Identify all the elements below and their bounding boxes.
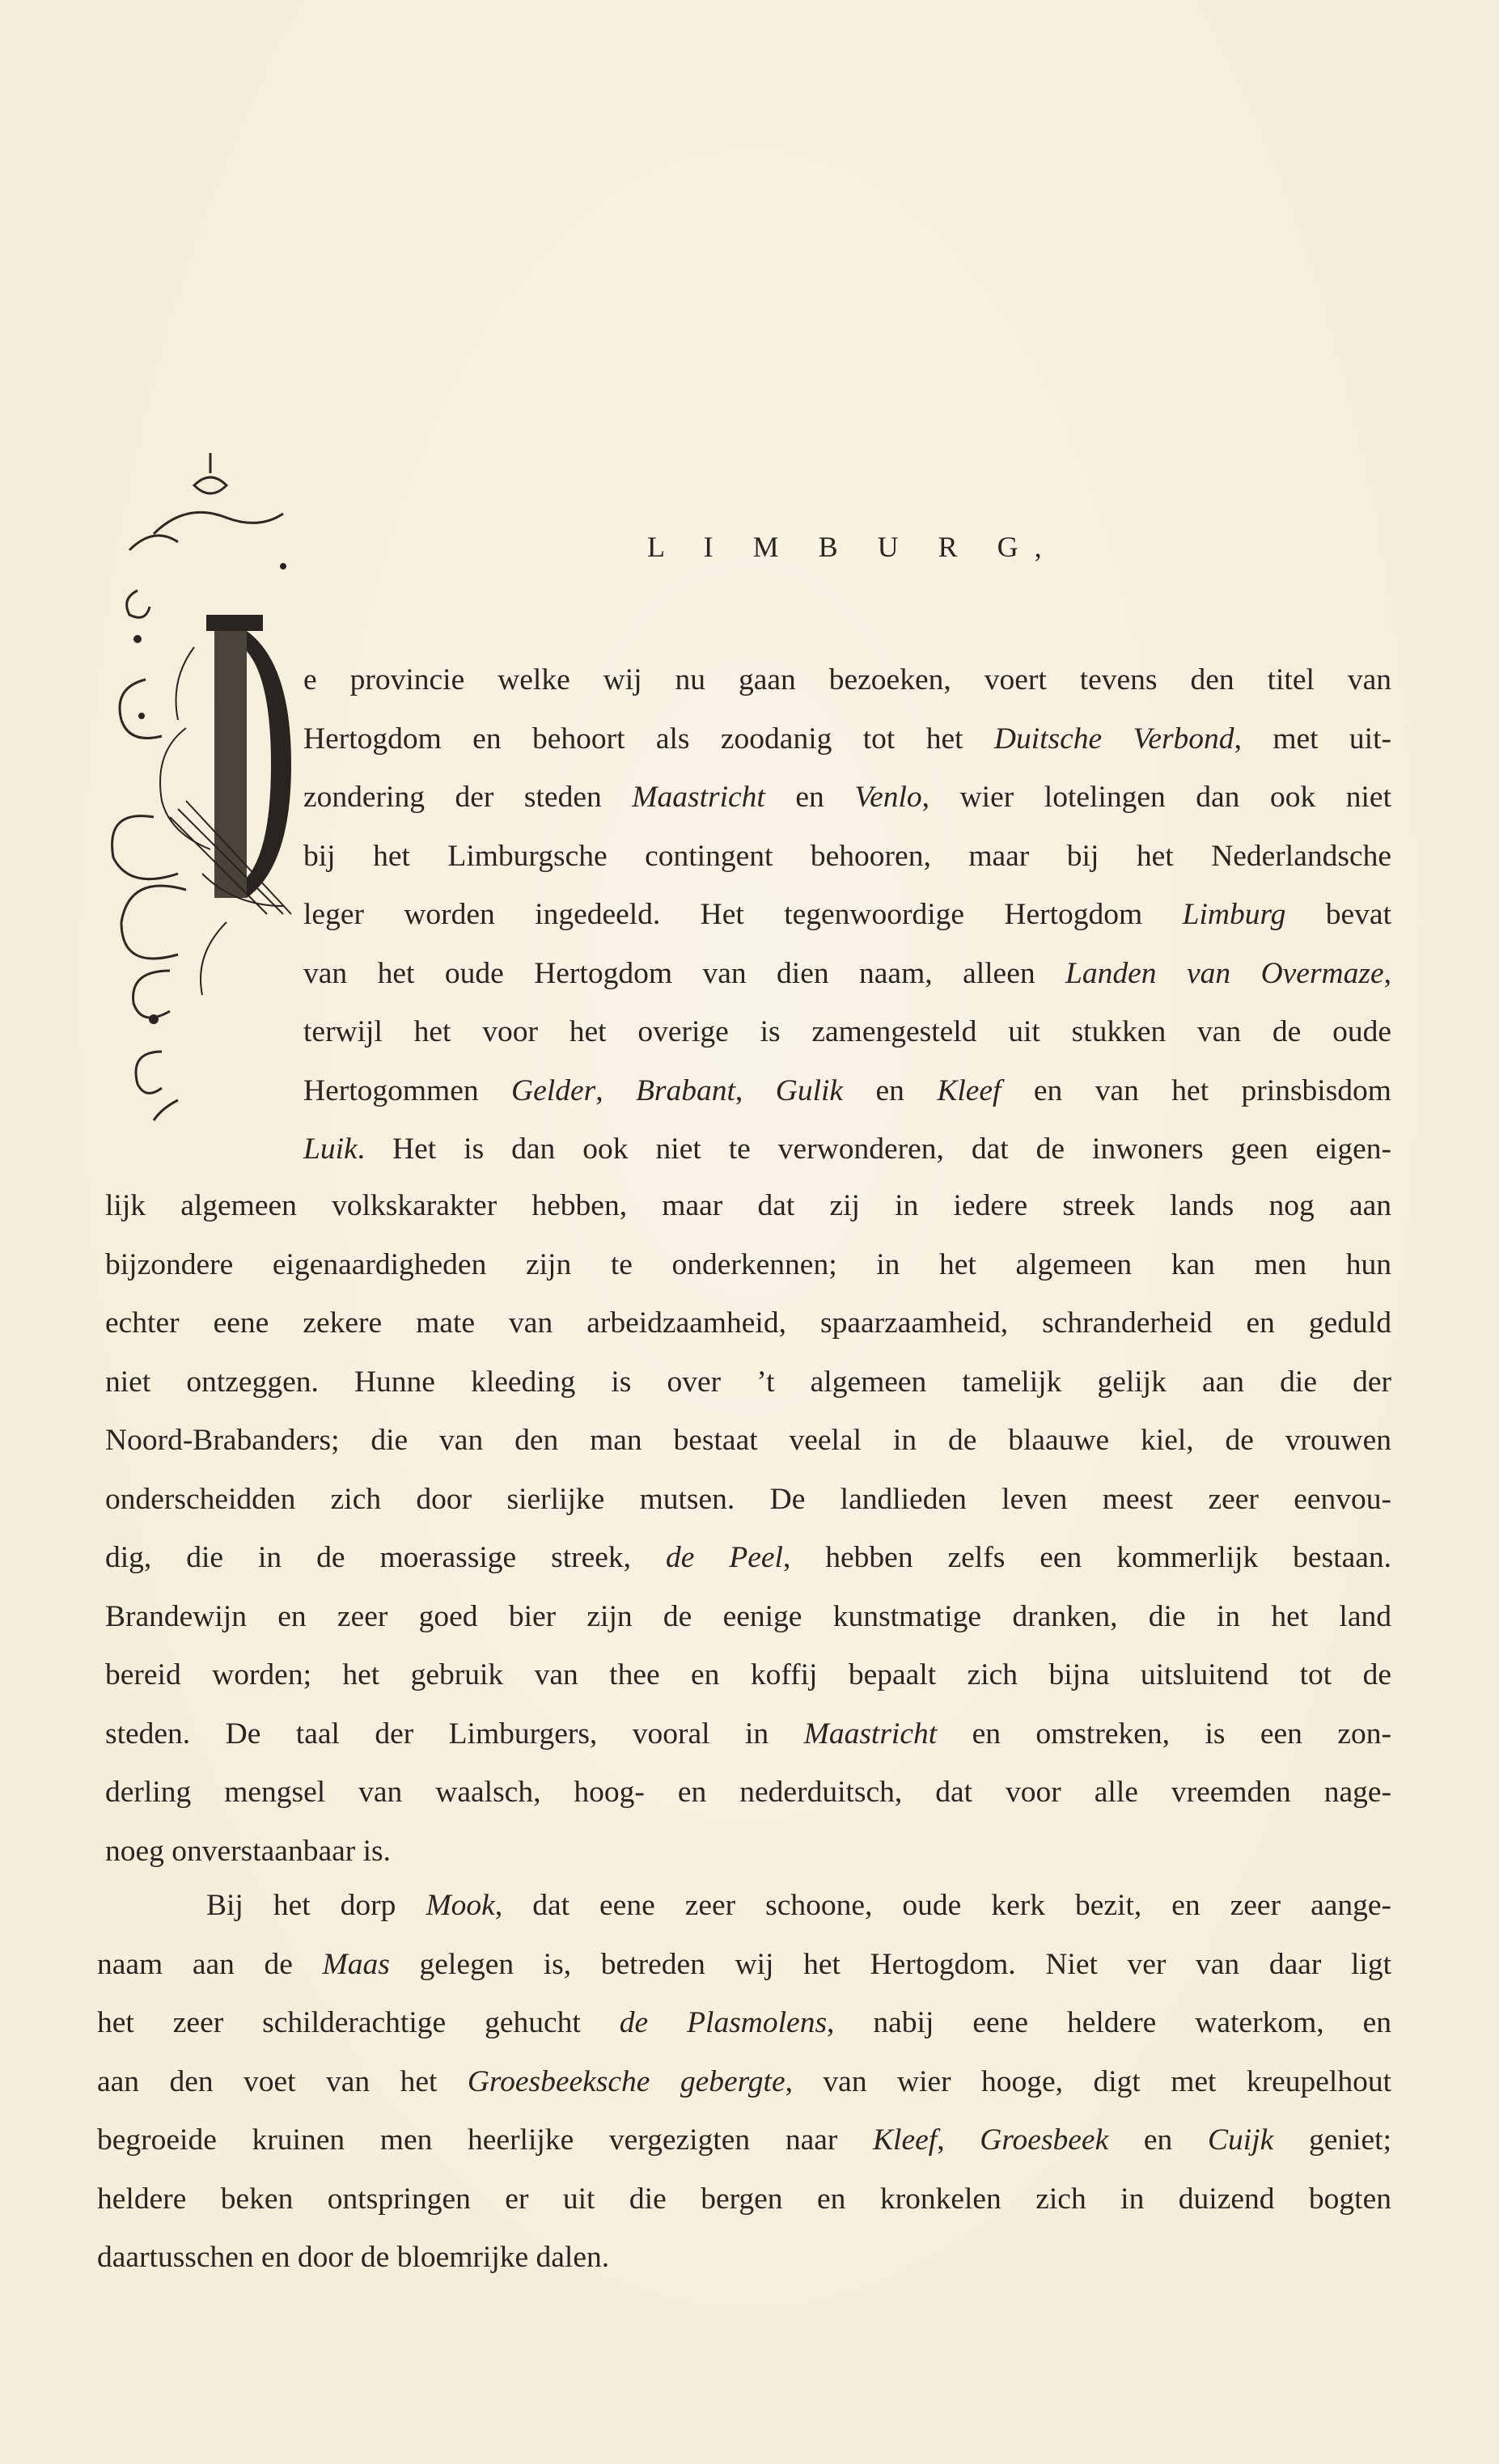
italic-text: Groesbeeksche gebergte (467, 2064, 785, 2098)
italic-text: Cuijk (1208, 2123, 1274, 2157)
text-segment: en (1108, 2123, 1209, 2157)
text-line (97, 2111, 1391, 2170)
italic-text: Groesbeek (980, 2123, 1109, 2157)
text-segment: bijzondere eigenaardigheden zijn te onderkennen; in het algemeen kan men hun (105, 1247, 1391, 1281)
text-line (303, 768, 1391, 828)
italic-text: Duitsche Verbond (993, 722, 1234, 756)
text-segment: , wier lotelingen dan ook niet (921, 781, 1391, 814)
italic-text: Maastricht (803, 1717, 938, 1751)
text-line (97, 2053, 1391, 2112)
text-line (97, 1994, 1391, 2053)
text-segment: onderscheidden zich door sierlijke mutsen. De landlieden leven meest zeer eenvou- (105, 1482, 1391, 1516)
text-segment: , met uit- (1234, 722, 1391, 756)
italic-text: de Peel (665, 1541, 783, 1574)
text-segment: , van wier hooge, digt met kreupelhout (785, 2064, 1391, 2098)
italic-text: Venlo (854, 781, 922, 814)
text-segment: en van het prinsbisdom (1001, 1073, 1391, 1107)
text-line (105, 1412, 1391, 1471)
decorated-initial-d-icon (105, 437, 315, 1124)
text-line (303, 1120, 1391, 1179)
text-line (105, 1353, 1391, 1412)
text-line (303, 1062, 1391, 1121)
text-line (105, 1471, 1391, 1530)
paragraph-2 (97, 1877, 1391, 2288)
text-line (105, 1177, 1391, 1236)
text-line (97, 1936, 1391, 1995)
text-line (105, 1705, 1391, 1764)
text-segment: , nabij eene heldere waterkom, en (827, 2006, 1391, 2039)
text-line (105, 1294, 1391, 1353)
text-segment: Brandewijn en zeer goed bier zijn de eenige kunstmatige dranken, die in het land (105, 1599, 1391, 1633)
text-segment: terwijl het voor het overige is zamengesteld uit stukken van de oude (303, 1015, 1391, 1048)
text-segment: bij het Limburgsche contingent behooren, maar bij het Nederlandsche (303, 839, 1391, 873)
text-segment: van het oude Hertogdom van dien naam, alleen (303, 956, 1066, 990)
text-segment: echter eene zekere mate van arbeidzaamheid, spaarzaamheid, schranderheid en geduld (105, 1306, 1391, 1340)
text-segment: steden. De taal der Limburgers, vooral in (105, 1717, 804, 1751)
italic-text: Kleef (937, 1073, 1001, 1107)
text-line (105, 1588, 1391, 1647)
italic-text: Kleef (873, 2123, 938, 2157)
text-segment: , hebben zelfs een kommerlijk bestaan. (782, 1541, 1391, 1574)
text-segment: geniet; (1273, 2123, 1392, 2157)
italic-text: Landen van Overmaze (1065, 956, 1384, 990)
text-line (303, 945, 1391, 1004)
page-title: L I M B U R G, (647, 531, 1058, 563)
text-segment: bevat (1285, 898, 1391, 931)
italic-text: Maas (322, 1947, 390, 1981)
italic-text: Luik (303, 1133, 358, 1166)
text-segment: daartusschen en door de bloemrijke dalen. (97, 2241, 610, 2274)
italic-text: Maastricht (632, 781, 765, 814)
italic-text: Limburg (1182, 898, 1286, 931)
text-segment: lijk algemeen volkskarakter hebben, maar dat zij in iedere streek lands nog aan (105, 1189, 1391, 1222)
text-segment: Noord-Brabanders; die van den man bestaat veelal in de blaauwe kiel, de vrouwen (105, 1424, 1391, 1457)
text-line (105, 1646, 1391, 1705)
text-segment: heldere beken ontspringen er uit die bergen en kronkelen zich in duizend bogten (97, 2182, 1391, 2216)
text-line (105, 1529, 1391, 1588)
text-line (105, 1236, 1391, 1295)
text-line (97, 1877, 1391, 1936)
text-segment: begroeide kruinen men heerlijke vergezigten naar (97, 2123, 874, 2157)
text-segment: aan den voet van het (97, 2064, 468, 2098)
text-segment: gelegen is, betreden wij het Hertogdom. Niet ver van daar ligt (389, 1947, 1391, 1981)
italic-text: Gulik (775, 1073, 844, 1107)
text-line (97, 2229, 1391, 2288)
text-segment: en (843, 1073, 938, 1107)
italic-text: de Plasmolens (619, 2006, 828, 2039)
text-line (303, 651, 1391, 710)
text-segment: e provincie welke wij nu gaan bezoeken, voert tevens den titel van (303, 663, 1391, 696)
italic-text: Gelder (511, 1073, 596, 1107)
text-line (303, 886, 1391, 945)
paragraph-1-wrapped (303, 651, 1391, 1179)
paragraph-1-continued (105, 1177, 1391, 1881)
text-line (97, 2170, 1391, 2229)
text-segment: Hertogdom en behoort als zoodanig tot het (303, 722, 994, 756)
text-segment: , (595, 1073, 636, 1107)
text-line (303, 1003, 1391, 1062)
text-line (303, 710, 1391, 769)
italic-text: Brabant (636, 1073, 735, 1107)
text-segment: , (735, 1073, 776, 1107)
text-line (105, 1823, 1391, 1882)
text-segment: leger worden ingedeeld. Het tegenwoordige Hertogdom (303, 898, 1183, 931)
text-segment: en omstreken, is een zon- (937, 1717, 1391, 1751)
text-segment: , (1383, 956, 1391, 990)
text-segment: , dat eene zeer schoone, oude kerk bezit, en zeer aange- (494, 1889, 1391, 1922)
text-line (303, 828, 1391, 887)
text-segment: dig, die in de moerassige streek, (105, 1541, 666, 1574)
text-segment: naam aan de (97, 1947, 323, 1981)
text-segment: noeg onverstaanbaar is. (105, 1834, 391, 1868)
text-segment: bereid worden; het gebruik van thee en koffij bepaalt zich bijna uitsluitend tot de (105, 1658, 1391, 1691)
text-segment: Bij het dorp (206, 1889, 426, 1922)
text-segment: derling mengsel van waalsch, hoog- en nederduitsch, dat voor alle vreemden nage- (105, 1776, 1391, 1809)
text-segment: , (937, 2123, 980, 2157)
text-segment: het zeer schilderachtige gehucht (97, 2006, 620, 2039)
text-segment: Hertogommen (303, 1073, 512, 1107)
text-segment: . Het is dan ook niet te verwonderen, dat de inwoners geen eigen- (357, 1133, 1391, 1166)
text-segment: niet ontzeggen. Hunne kleeding is over ’t algemeen tamelijk gelijk aan die der (105, 1365, 1391, 1399)
text-line (105, 1763, 1391, 1823)
text-segment: zondering der steden (303, 781, 633, 814)
text-segment: en (764, 781, 855, 814)
italic-text: Mook (426, 1889, 495, 1922)
